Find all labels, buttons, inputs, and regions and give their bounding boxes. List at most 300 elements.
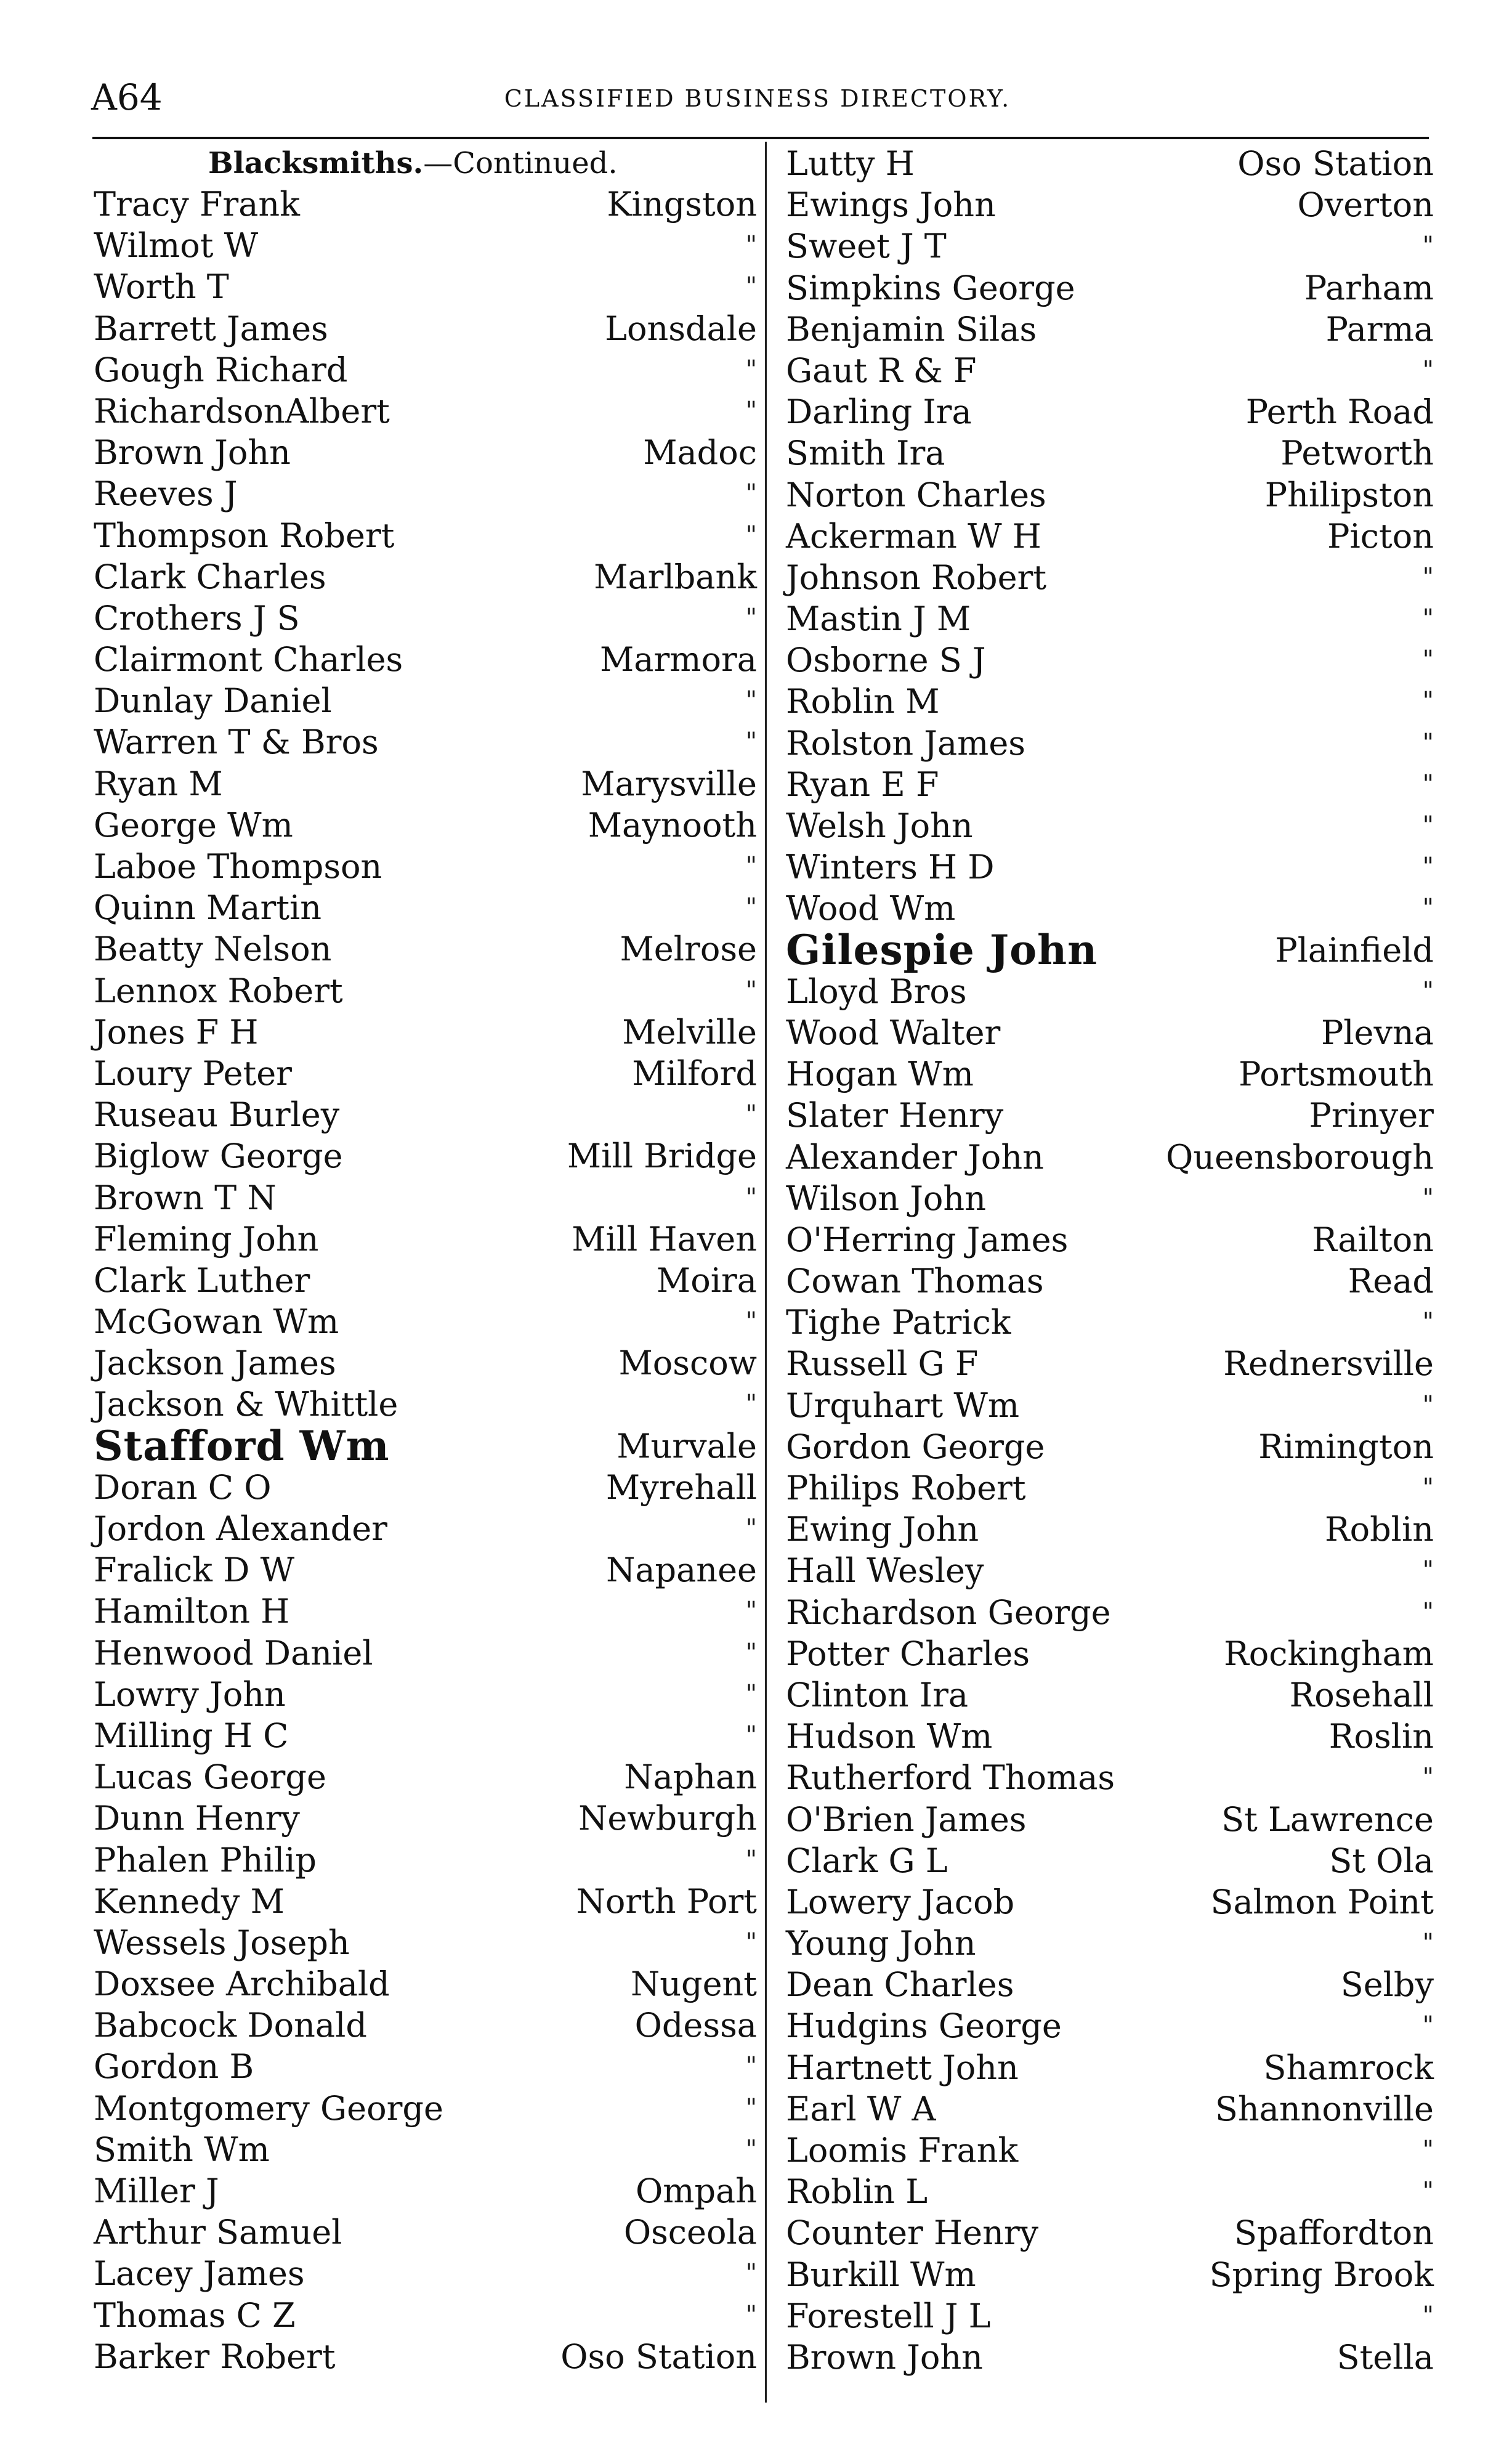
entry-place: St Lawrence — [1221, 1799, 1434, 1839]
entry-place: Roblin — [1324, 1510, 1434, 1549]
directory-entry — [91, 1260, 759, 1301]
entry-place: " — [745, 2093, 757, 2122]
entry-name: Doxsee Archibald — [94, 1965, 390, 2004]
directory-entry — [91, 2253, 759, 2294]
entry-place: Ompah — [635, 2172, 757, 2210]
directory-entry — [783, 309, 1436, 350]
directory-entry — [783, 350, 1436, 391]
directory-entry — [783, 267, 1436, 309]
entry-name: Hudgins George — [786, 2006, 1062, 2046]
entry-place: Marlbank — [594, 557, 757, 596]
entry-place: " — [1422, 769, 1434, 798]
directory-entry — [91, 1053, 759, 1094]
entry-place: Portsmouth — [1239, 1055, 1434, 1094]
entry-place: " — [745, 355, 757, 384]
directory-entry — [783, 1509, 1436, 1550]
entry-name: Lacey James — [94, 2254, 305, 2294]
entry-place: Rockingham — [1224, 1634, 1434, 1673]
directory-entry — [783, 1385, 1436, 1426]
entry-place: " — [745, 893, 757, 922]
entry-place: Shannonville — [1215, 2089, 1434, 2128]
entry-place: Railton — [1312, 1220, 1434, 1259]
directory-entry — [783, 2337, 1436, 2378]
entry-place: Spring Brook — [1209, 2255, 1434, 2294]
directory-entry — [783, 1467, 1436, 1509]
entry-name: Ryan E F — [786, 765, 939, 804]
directory-entry — [91, 266, 759, 307]
directory-entry — [783, 1633, 1436, 1674]
directory-entry — [783, 1219, 1436, 1260]
directory-entry — [783, 1426, 1436, 1467]
entry-name: Gough Richard — [94, 350, 348, 389]
entry-name: Lutty H — [786, 144, 915, 183]
entry-name: Barker Robert — [94, 2337, 336, 2376]
entry-place: " — [745, 272, 757, 301]
entry-name: Alexander John — [786, 1137, 1044, 1177]
entry-place: " — [1422, 646, 1434, 675]
entry-place: Madoc — [643, 433, 757, 473]
directory-entry — [783, 805, 1436, 846]
directory-entry — [91, 1922, 759, 1963]
entry-name: Osborne S J — [786, 641, 986, 680]
entry-place: " — [1422, 2301, 1434, 2330]
entry-name: Clark Charles — [94, 557, 326, 596]
directory-entry — [783, 1716, 1436, 1757]
entry-place: " — [1422, 1183, 1434, 1212]
entry-place: " — [745, 686, 757, 715]
entry-place: " — [1422, 232, 1434, 261]
directory-entry — [783, 598, 1436, 639]
entry-place: " — [745, 1845, 757, 1874]
entry-name: Dean Charles — [786, 1965, 1014, 2005]
entry-place: Spaffordton — [1234, 2213, 1434, 2253]
entry-place: Perth Road — [1245, 392, 1434, 432]
directory-entry — [783, 1550, 1436, 1591]
directory-entry — [783, 1592, 1436, 1633]
entry-place: Odessa — [634, 2006, 757, 2045]
directory-entry — [91, 1756, 759, 1798]
entry-name: Welsh John — [786, 806, 973, 845]
entry-place: Prinyer — [1309, 1096, 1434, 1135]
entry-name: Roblin M — [786, 682, 940, 721]
entry-place: " — [745, 1100, 757, 1129]
entry-place: " — [745, 479, 757, 508]
entry-name: Montgomery George — [94, 2088, 443, 2128]
entry-name: Jordon Alexander — [94, 1509, 387, 1548]
directory-entry — [91, 1508, 759, 1549]
left-listing — [91, 184, 759, 2377]
directory-entry — [783, 391, 1436, 432]
entry-place: " — [1422, 1390, 1434, 1419]
directory-entry — [91, 391, 759, 432]
entry-name: Henwood Daniel — [94, 1633, 373, 1673]
entry-name: Rolston James — [786, 723, 1026, 763]
entry-place: " — [745, 1928, 757, 1957]
directory-entry — [783, 184, 1436, 225]
entry-place: Salmon Point — [1210, 1882, 1434, 1921]
directory-entry — [783, 1881, 1436, 1923]
entry-name: Dunlay Daniel — [94, 681, 332, 721]
entry-place: Plainfield — [1275, 930, 1434, 970]
directory-entry — [91, 1094, 759, 1135]
entry-place: " — [1422, 728, 1434, 757]
entry-place: Newburgh — [578, 1799, 757, 1838]
directory-entry — [783, 1095, 1436, 1136]
entry-place: Stella — [1336, 2337, 1434, 2377]
entry-name: Richardson George — [786, 1592, 1111, 1632]
entry-place: Oso Station — [1237, 144, 1434, 183]
entry-name: Sweet J T — [786, 227, 947, 266]
entry-place: St Ola — [1329, 1841, 1434, 1880]
entry-place: " — [745, 1514, 757, 1543]
entry-name: Cowan Thomas — [786, 1262, 1044, 1301]
directory-entry — [783, 1757, 1436, 1798]
entry-name: Babcock Donald — [94, 2006, 367, 2045]
entry-name: Young John — [786, 1924, 976, 1963]
left-column — [91, 143, 759, 2377]
entry-place: Osceola — [623, 2213, 757, 2252]
entry-name: Phalen Philip — [94, 1840, 317, 1880]
entry-name: Norton Charles — [786, 475, 1046, 514]
directory-entry — [91, 1012, 759, 1053]
entry-place: " — [1422, 2136, 1434, 2164]
entry-name: Hogan Wm — [786, 1055, 974, 1094]
entry-name: Philips Robert — [786, 1469, 1026, 1507]
entry-place: " — [745, 2135, 757, 2164]
directory-entry — [91, 1342, 759, 1384]
entry-place: Murvale — [617, 1426, 757, 1466]
entry-place: " — [745, 521, 757, 550]
entry-name: Earl W A — [786, 2089, 936, 2128]
directory-entry — [91, 2212, 759, 2253]
entry-place: Read — [1348, 1262, 1434, 1301]
entry-name: Gaut R & F — [786, 351, 977, 390]
entry-name: Gordon B — [94, 2047, 254, 2087]
directory-entry — [783, 143, 1436, 184]
entry-name: Miller J — [94, 2172, 219, 2210]
entry-name: Ackerman W H — [786, 516, 1041, 556]
entry-place: Lonsdale — [605, 309, 757, 348]
header-rule — [92, 137, 1429, 139]
entry-name: Warren T & Bros — [94, 723, 379, 762]
entry-name: Milling H C — [94, 1716, 289, 1755]
directory-entry — [783, 846, 1436, 888]
directory-entry — [91, 763, 759, 805]
directory-entry — [783, 2005, 1436, 2046]
entry-name: Winters H D — [786, 848, 995, 887]
directory-entry — [91, 1135, 759, 1177]
directory-entry — [783, 2295, 1436, 2337]
directory-entry — [783, 764, 1436, 805]
entry-name: Wood Walter — [786, 1013, 1001, 1052]
entry-name: Fralick D W — [94, 1551, 295, 1590]
directory-entry — [783, 2047, 1436, 2088]
directory-entry — [783, 1840, 1436, 1881]
entry-name: Hudson Wm — [786, 1717, 993, 1756]
directory-entry — [91, 432, 759, 473]
directory-entry — [91, 1384, 759, 1425]
entry-name: Roblin L — [786, 2172, 928, 2212]
directory-entry — [91, 721, 759, 763]
entry-place: Myrehall — [605, 1467, 757, 1507]
entry-name: Darling Ira — [786, 392, 972, 432]
directory-entry — [783, 1260, 1436, 1302]
directory-entry — [91, 1798, 759, 1839]
entry-place: " — [1422, 562, 1434, 591]
directory-entry — [91, 970, 759, 1012]
directory-entry — [783, 1302, 1436, 1343]
entry-name: Clairmont Charles — [94, 640, 403, 679]
directory-entry — [91, 1674, 759, 1715]
directory-entry — [91, 846, 759, 887]
entry-name: Smith Wm — [94, 2130, 270, 2169]
entry-name: Hall Wesley — [786, 1551, 984, 1591]
entry-name: Wood Wm — [786, 889, 956, 928]
entry-place: Picton — [1327, 516, 1434, 556]
directory-entry — [91, 1881, 759, 1922]
entry-place: Selby — [1340, 1965, 1434, 2005]
entry-place: Philipston — [1264, 475, 1434, 514]
directory-entry — [91, 225, 759, 266]
entry-place: Oso Station — [560, 2337, 757, 2376]
directory-entry — [91, 887, 759, 928]
entry-name: Smith Ira — [786, 434, 945, 473]
entry-name: Dunn Henry — [94, 1799, 300, 1838]
entry-name: Ryan M — [94, 764, 223, 803]
entry-place: Rednersville — [1223, 1344, 1434, 1384]
entry-place: " — [745, 728, 757, 756]
entry-name: Doran C O — [94, 1467, 272, 1507]
entry-name: Ewing John — [786, 1510, 979, 1549]
entry-place: Mill Haven — [572, 1219, 757, 1259]
directory-entry — [783, 2254, 1436, 2295]
entry-place: " — [1422, 604, 1434, 633]
entry-name: Brown T N — [94, 1178, 277, 1217]
directory-entry — [91, 1591, 759, 1632]
page-number: A64 — [91, 76, 163, 118]
directory-entry — [91, 1177, 759, 1219]
entry-name: McGowan Wm — [94, 1302, 339, 1342]
directory-entry — [91, 2088, 759, 2129]
entry-name: Johnson Robert — [786, 558, 1047, 597]
directory-entry — [783, 971, 1436, 1012]
entry-name: Clark Luther — [94, 1260, 310, 1300]
directory-entry — [783, 1343, 1436, 1384]
entry-place: " — [745, 2259, 757, 2288]
directory-entry — [91, 473, 759, 514]
entry-place: " — [745, 1679, 757, 1708]
entry-place: Plevna — [1320, 1013, 1434, 1052]
entry-name: Wilmot W — [94, 226, 259, 266]
entry-name: Laboe Thompson — [94, 847, 382, 886]
entry-place: Marysville — [581, 764, 757, 803]
directory-entry — [783, 888, 1436, 929]
entry-place: " — [745, 1638, 757, 1667]
entry-name: Wilson John — [786, 1178, 986, 1218]
entry-name: Tighe Patrick — [786, 1303, 1011, 1342]
entry-place: " — [1422, 1474, 1434, 1502]
directory-entry — [783, 516, 1436, 557]
entry-place: " — [1422, 1308, 1434, 1337]
directory-entry — [783, 1053, 1436, 1095]
entry-name: RichardsonAlbert — [94, 391, 390, 431]
entry-name: Rutherford Thomas — [786, 1758, 1115, 1798]
section-heading — [91, 143, 759, 184]
entry-name: Lloyd Bros — [786, 971, 967, 1011]
entry-place: Overton — [1297, 185, 1434, 225]
entry-name: Lennox Robert — [94, 971, 343, 1010]
entry-place: Naphan — [624, 1758, 757, 1797]
entry-name: Loomis Frank — [786, 2131, 1019, 2170]
entry-name: Thomas C Z — [94, 2295, 296, 2335]
entry-place: " — [745, 976, 757, 1005]
entry-place: " — [745, 603, 757, 632]
entry-place: " — [1422, 853, 1434, 882]
directory-entry — [91, 308, 759, 349]
entry-place: " — [1422, 894, 1434, 923]
entry-name: Ewings John — [786, 185, 996, 225]
directory-entry — [91, 2295, 759, 2336]
entry-name: Gordon George — [786, 1427, 1045, 1466]
entry-place: Melville — [622, 1012, 757, 1052]
directory-entry — [91, 1633, 759, 1674]
directory-entry — [91, 639, 759, 680]
directory-entry — [783, 1674, 1436, 1716]
directory-entry — [783, 639, 1436, 681]
entry-name: Burkill Wm — [786, 2255, 976, 2294]
entry-place: " — [1422, 355, 1434, 384]
entry-place: " — [745, 2052, 757, 2081]
entry-place: Melrose — [620, 930, 757, 969]
entry-place: Milford — [632, 1053, 757, 1093]
entry-name: Barrett James — [94, 309, 328, 348]
entry-place: " — [1422, 811, 1434, 840]
entry-name: Clinton Ira — [786, 1675, 969, 1714]
entry-place: Rimington — [1258, 1427, 1434, 1466]
directory-entry — [783, 557, 1436, 598]
directory-entry — [783, 2130, 1436, 2171]
directory-entry — [91, 1219, 759, 1260]
entry-name: Jackson James — [94, 1344, 336, 1383]
directory-entry — [91, 1467, 759, 1508]
entry-name: Clark G L — [786, 1841, 948, 1880]
entry-place: Marmora — [599, 640, 757, 679]
entry-name: George Wm — [94, 805, 293, 845]
entry-name: Lowery Jacob — [786, 1882, 1015, 1921]
entry-name: Potter Charles — [786, 1634, 1030, 1673]
entry-place: " — [745, 396, 757, 425]
directory-entry — [91, 1549, 759, 1591]
right-listing — [783, 143, 1436, 2378]
directory-entry — [91, 1839, 759, 1881]
directory-entry — [783, 225, 1436, 267]
entry-name: Biglow George — [94, 1137, 343, 1176]
entry-place: " — [745, 1183, 757, 1212]
column-divider — [765, 142, 767, 2403]
entry-name: Jackson & Whittle — [94, 1385, 398, 1424]
entry-place: Rosehall — [1289, 1675, 1434, 1714]
entry-name: Russell G F — [786, 1344, 979, 1384]
entry-place: " — [1422, 1597, 1434, 1626]
entry-place: " — [745, 1390, 757, 1419]
entry-name: Benjamin Silas — [786, 309, 1037, 349]
entry-name: Beatty Nelson — [94, 930, 332, 969]
entry-place: " — [745, 1597, 757, 1626]
entry-place: Shamrock — [1263, 2048, 1434, 2087]
section-continued: —Continued. — [423, 146, 618, 180]
entry-place: " — [1422, 1556, 1434, 1585]
directory-entry — [91, 1301, 759, 1342]
entry-name: Mastin J M — [786, 599, 971, 639]
directory-entry — [783, 2088, 1436, 2130]
directory-entry — [783, 1964, 1436, 2005]
directory-entry — [91, 2170, 759, 2212]
directory-entry — [91, 2005, 759, 2046]
entry-place: Petworth — [1280, 434, 1434, 473]
entry-place: Maynooth — [588, 805, 757, 845]
section-title: Blacksmiths. — [208, 146, 424, 180]
directory-entry — [91, 598, 759, 639]
entry-name: Thompson Robert — [94, 516, 395, 555]
directory-entry — [91, 928, 759, 970]
directory-entry — [91, 556, 759, 598]
directory-entry — [783, 1178, 1436, 1219]
entry-place: " — [745, 2300, 757, 2329]
entry-name: Forestell J L — [786, 2296, 991, 2335]
entry-name: Brown John — [786, 2337, 983, 2377]
entry-name: O'Herring James — [786, 1220, 1069, 1259]
entry-place: Roslin — [1328, 1717, 1434, 1756]
entry-name: Crothers J S — [94, 598, 300, 638]
directory-entry — [91, 515, 759, 556]
entry-name: O'Brien James — [786, 1799, 1027, 1839]
entry-place: Queensborough — [1166, 1137, 1434, 1177]
entry-place: Kingston — [607, 185, 757, 224]
page-header — [86, 73, 1429, 128]
entry-place: North Port — [576, 1881, 757, 1921]
directory-entry — [783, 1923, 1436, 1964]
directory-entry — [783, 474, 1436, 516]
entry-name: Lucas George — [94, 1758, 326, 1797]
entry-name: Kennedy M — [94, 1881, 285, 1921]
directory-entry — [783, 681, 1436, 722]
entry-name: Worth T — [94, 267, 229, 307]
entry-place: " — [1422, 2177, 1434, 2206]
entry-place: Napanee — [606, 1551, 757, 1590]
right-column — [783, 143, 1436, 2378]
directory-entry — [783, 2212, 1436, 2253]
entry-place: Parma — [1325, 309, 1434, 349]
entry-name: Slater Henry — [786, 1096, 1004, 1135]
entry-name: Lowry John — [94, 1674, 286, 1714]
entry-place: " — [1422, 1929, 1434, 1958]
entry-name: Simpkins George — [786, 268, 1075, 307]
directory-entry — [91, 349, 759, 391]
directory-entry — [783, 925, 1436, 974]
entry-name: Ruseau Burley — [94, 1095, 340, 1135]
directory-entry — [91, 2129, 759, 2170]
directory-entry — [783, 723, 1436, 764]
directory-entry — [91, 1715, 759, 1756]
entry-place: Nugent — [630, 1965, 757, 2004]
directory-entry — [91, 1963, 759, 2005]
entry-name: Gilespie John — [786, 925, 1098, 974]
entry-place: Moscow — [618, 1344, 757, 1383]
running-title: CLASSIFIED BUSINESS DIRECTORY. — [504, 85, 1011, 112]
entry-name: Arthur Samuel — [94, 2213, 342, 2252]
entry-name: Fleming John — [94, 1219, 319, 1259]
directory-entry — [91, 1421, 759, 1470]
